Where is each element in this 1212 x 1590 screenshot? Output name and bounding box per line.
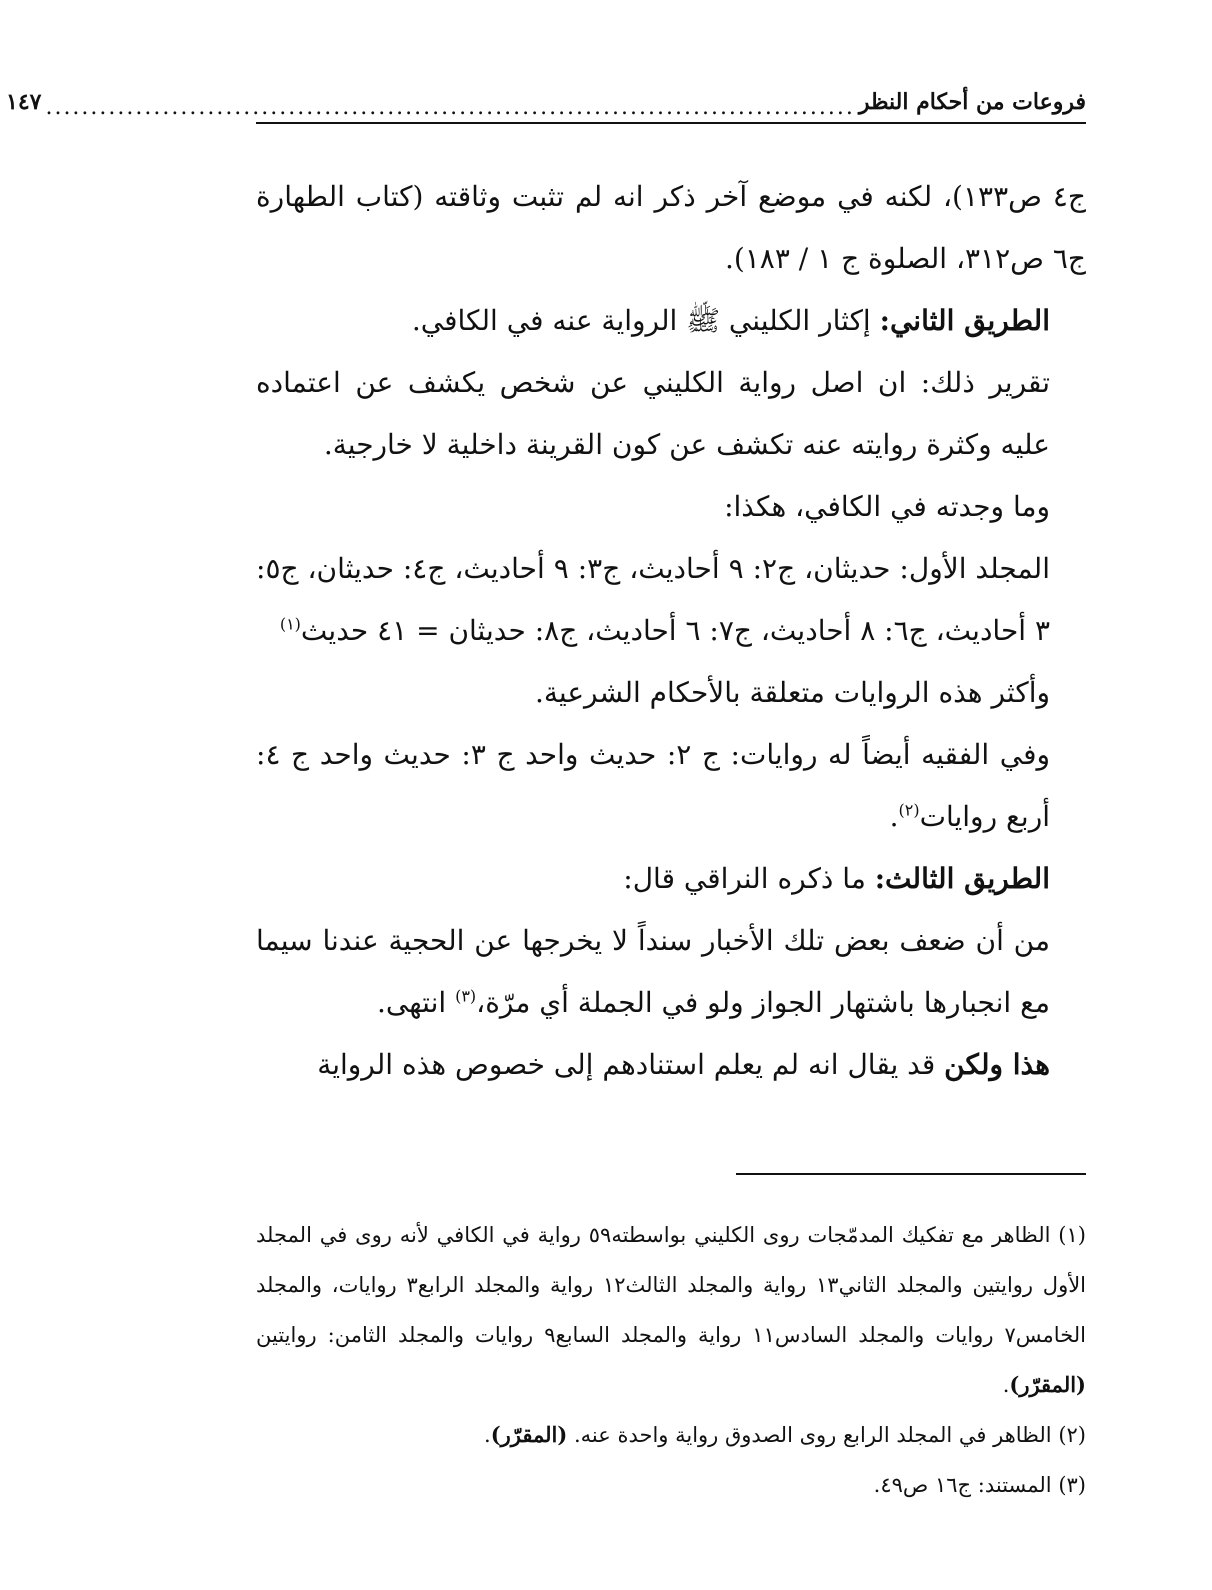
footnote-1-source: (المقرّر) xyxy=(1009,1372,1086,1397)
third-method-text: ما ذكره النراقي قال: xyxy=(623,862,875,895)
paragraph-naraqi-quote xyxy=(256,910,1086,1034)
paragraph-explanation: تقرير ذلك: ان اصل رواية الكليني عن شخص يكشف عن اعتماده عليه وكثرة روايته عنه تكشف عن كون القرينة داخلية لا خارجية. xyxy=(256,366,1050,461)
book-page xyxy=(6,70,1087,1550)
paragraph-third-method xyxy=(256,848,1086,910)
footnote-2-end: . xyxy=(484,1423,491,1447)
paragraph-second-method xyxy=(256,290,1086,352)
running-header xyxy=(6,82,1086,124)
footnote-1-text: (١) الظاهر مع تفكيك المدمّجات روى الكليني بواسطته٥٩ رواية في الكافي لأنه روى في المجلد الأول روايتين والمجلد الثاني١٣ رواية والمجلد الثالث١٢ رواية والمجلد الرابع٣ روايات، والمجلد الخامس٧ روايات والمجلد السادس١١ رواية والمجلد السابع٩ روايات والمجلد الثامن: روايتين xyxy=(256,1223,1087,1347)
footnote-ref-2[interactable]: (٢) xyxy=(898,800,920,820)
running-title: فروعات من أحكام النظر xyxy=(858,89,1086,115)
footnote-separator xyxy=(736,1173,1086,1175)
paragraph-however xyxy=(256,1034,1086,1096)
faqih-end: . xyxy=(889,800,899,833)
paragraph-continuation: ج٤ ص١٣٣)، لكنه في موضع آخر ذكر انه لم تثبت وثاقته (كتاب الطهارة ج٦ ص٣١٢، الصلوة ج ١ / ١٨٣). xyxy=(256,180,1086,275)
footnote-2 xyxy=(256,1410,1086,1460)
paragraph-kafi-intro: وما وجدته في الكافي، هكذا: xyxy=(724,490,1050,523)
footnote-1-end: . xyxy=(1002,1373,1010,1397)
third-method-heading: الطريق الثالث: xyxy=(874,862,1050,895)
paragraph-kafi-counts xyxy=(256,538,1086,662)
footnote-2-source: (المقرّر) xyxy=(490,1422,568,1447)
paragraph-sharia-rulings: وأكثر هذه الروايات متعلقة بالأحكام الشرعية. xyxy=(534,676,1050,709)
header-dot-leader: .......................................................................................... xyxy=(45,95,855,120)
kafi-counts-text: المجلد الأول: حديثان، ج٢: ٩ أحاديث، ج٣: ٩ أحاديث، ج٤: حديثان، ج٥: ٣ أحاديث، ج٦: ٨ أحاديث، ج٧: ٦ أحاديث، ج٨: حديثان = ٤١ حديث xyxy=(256,552,1050,647)
main-text xyxy=(256,166,1086,1096)
footnote-ref-3[interactable]: (٣) xyxy=(455,986,477,1006)
naraqi-quote-text: من أن ضعف بعض تلك الأخبار سنداً لا يخرجها عن الحجية عندنا سيما مع انجبارها باشتهار الجواز ولو في الجملة أي مرّة، xyxy=(256,924,1050,1019)
page-number: ١٤٧ xyxy=(6,89,42,115)
second-method-text: إكثار الكليني ﷺ الرواية عنه في الكافي. xyxy=(411,304,880,337)
footnote-2-text: (٢) الظاهر في المجلد الرابع روى الصدوق رواية واحدة عنه. xyxy=(567,1423,1086,1447)
faqih-text: وفي الفقيه أيضاً له روايات: ج ٢: حديث واحد ج ٣: حديث واحد ج ٤: أربع روايات xyxy=(256,738,1050,833)
footnote-1 xyxy=(256,1210,1086,1410)
however-heading: هذا ولكن xyxy=(944,1048,1050,1081)
however-text: قد يقال انه لم يعلم استنادهم إلى خصوص هذه الرواية xyxy=(317,1048,945,1081)
footnotes xyxy=(256,1210,1086,1510)
paragraph-faqih xyxy=(256,724,1086,848)
footnote-3: (٣) المستند: ج١٦ ص٤٩. xyxy=(873,1473,1086,1497)
second-method-heading: الطريق الثاني: xyxy=(879,304,1050,337)
footnote-ref-1[interactable]: (١) xyxy=(279,614,301,634)
naraqi-quote-end: انتهى. xyxy=(376,986,456,1019)
